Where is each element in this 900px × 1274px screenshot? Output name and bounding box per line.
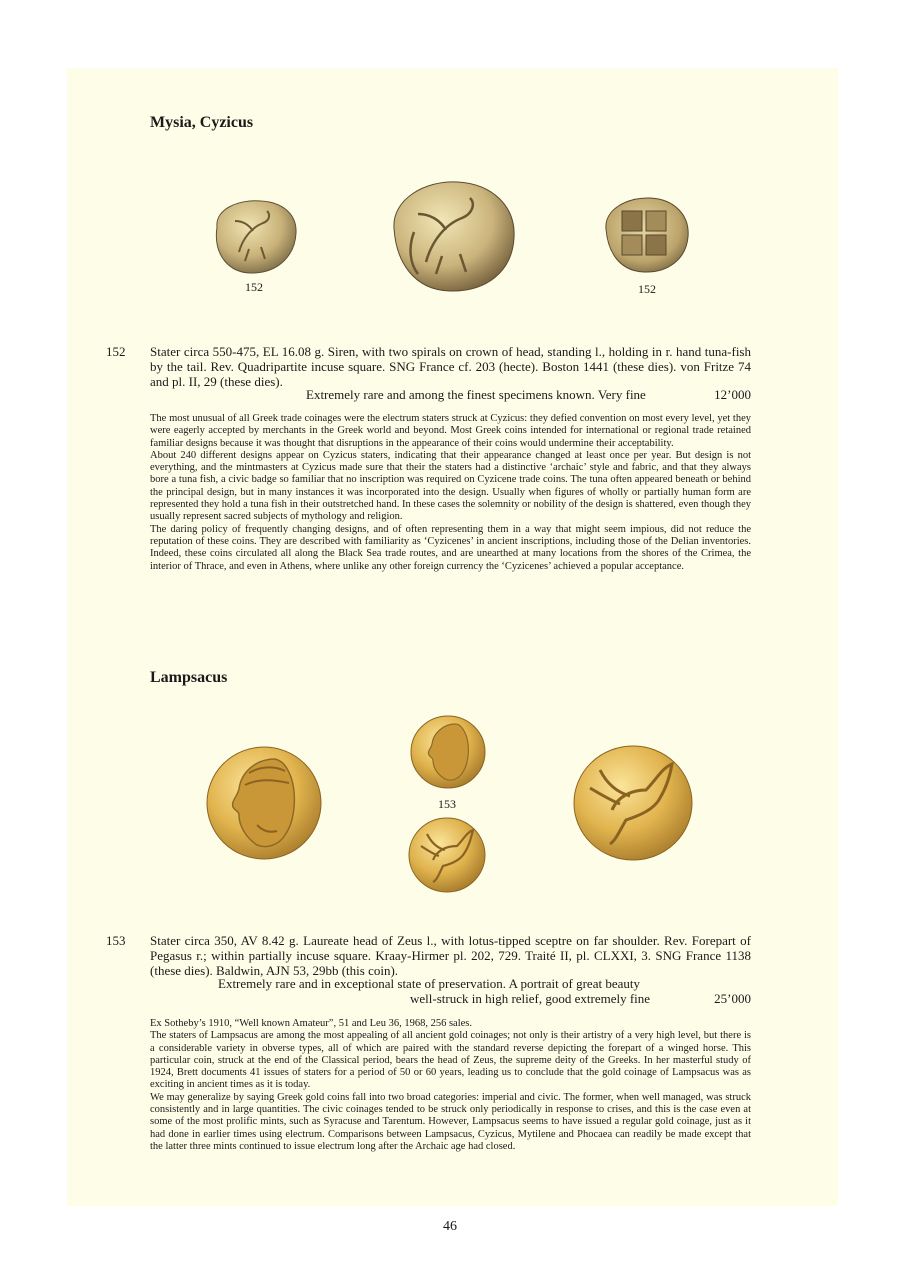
coin-label-153: 153 — [438, 797, 456, 811]
coin-153-obverse-zeus — [409, 714, 487, 790]
coin-152-obverse-enlarged — [384, 178, 518, 294]
note-paragraph: The daring policy of frequently changing designs, and of often representing them in a way that might seem impious, did not reduce the reputation of these coins. They are described with familiarity as ‘Cyzicenes’ in ancient inscriptions, including those of the Delian inventories. Indeed, these coins circulated all along the Black Sea trade routes, and are unearthed at many locations from the shores of the Crimea, the interior of Thrace, and even in Athens, where unlike any other foreign currency the ‘Cyzicenes’ achieved a popular acceptance. — [150, 523, 751, 572]
coin-152-obverse-small — [209, 197, 299, 275]
lot-notes-152 — [150, 413, 751, 573]
note-paragraph: About 240 different designs appear on Cyzicus staters, indicating that their appearance changed at least once per year. But design is not everything, and the mintmasters at Cyzicus made sure that their the staters had a distinctive ‘archaic’ style and fabric, and that they always bore a tuna fish, a civic badge so familiar that no inscription was required on Cyzicene trade coins. The tuna often appeared beneath or behind the principal design, but in many instances it was incorporated into the design. Usually when figures of wholly or partially human form are represented they hold a tuna fish in their outstretched hand. In these cases the solemnity or nobility of the design is shattered, even though they usually represent sacred subjects of mythology and religion. — [150, 449, 751, 523]
note-paragraph: The most unusual of all Greek trade coinages were the electrum staters struck at Cyzicus: they defied convention on most every level, yet they were eagerly accepted by merchants in the Greek world and beyond. Most Greek coins intended for international or regional trade retained familiar designs because it was thought that disruptions in the appearance of their coins would undermine their acceptability. — [150, 413, 751, 449]
lot-number-153: 153 — [106, 933, 126, 948]
lot-description-152: Stater circa 550-475, EL 16.08 g. Siren, with two spirals on crown of head, standing l., holding in r. hand tuna-fish by the tail. Rev. Quadripartite incuse square. SNG France cf. 203 (hecte). Boston 1441 (these dies). von Fritze 74 and pl. II, 29 (these dies). — [150, 344, 751, 389]
lot-notes-153 — [150, 1018, 751, 1153]
section-heading-lampsacus: Lampsacus — [150, 669, 228, 686]
coin-153-reverse-enlarged-pegasus — [572, 744, 694, 862]
coin-153-reverse-pegasus — [407, 816, 487, 894]
page-number: 46 — [443, 1219, 457, 1234]
coin-153-obverse-enlarged-zeus — [205, 745, 323, 861]
lot-grade-153-line2: well-struck in high relief, good extremely fine — [410, 991, 651, 1006]
lot-number-152: 152 — [106, 344, 126, 359]
lot-price-152: 12’000 — [714, 387, 751, 402]
section-heading-cyzicus: Mysia, Cyzicus — [150, 114, 254, 131]
coin-label-152-left: 152 — [245, 280, 263, 294]
lot-price-153: 25’000 — [714, 991, 751, 1006]
coin-152-reverse-incuse-square — [600, 195, 692, 275]
lot-grade-152: Extremely rare and among the finest specimens known. Very fine — [306, 387, 646, 402]
lot-grade-153-line1: Extremely rare and in exceptional state of preservation. A portrait of great beauty — [218, 976, 640, 991]
lot-description-153: Stater circa 350, AV 8.42 g. Laureate head of Zeus l., with lotus-tipped sceptre on far shoulder. Rev. Forepart of Pegasus r.; within partially incuse square. Kraay-Hirmer pl. 202, 729. Traité II, pl. CLXXI, 3. SNG France 1138 (these dies). Baldwin, AJN 53, 29bb (this coin). — [150, 933, 751, 978]
note-paragraph: We may generalize by saying Greek gold coins fall into two broad categories: imperial and civic. The former, when well managed, was struck consistently and in large quantities. The civic coinages tended to be struck only periodically in response to crises, and this is the case even at some of the most prolific mints, such as Syracuse and Tarentum. However, Lampsacus seems to have issued a regular gold coinage, just as it had done in earlier times using electrum. Comparisons between Lampsacus, Cyzicus, Mytilene and Phocaea can readily be made except that the latter three mints continued to issue electrum long after the Archaic age had closed. — [150, 1091, 751, 1152]
coin-label-152-right: 152 — [638, 282, 656, 296]
note-paragraph: Ex Sotheby’s 1910, “Well known Amateur”, 51 and Leu 36, 1968, 256 sales. — [150, 1018, 472, 1029]
note-paragraph: The staters of Lampsacus are among the most appealing of all ancient gold coinages; not only is their artistry of a very high level, but there is a considerable variety in obverse types, all of which are paired with the standard reverse depicting the forepart of a winged horse. This particular coin, struck at the end of the Classical period, bears the head of Zeus, the supreme deity of the Greeks. In her masterful study of 1924, Brett documents 41 issues of staters for a period of 50 or 60 years, leading us to conclude that the gold coinage of Lampsacus was as exciting in ancient times as it is today. — [150, 1030, 751, 1091]
